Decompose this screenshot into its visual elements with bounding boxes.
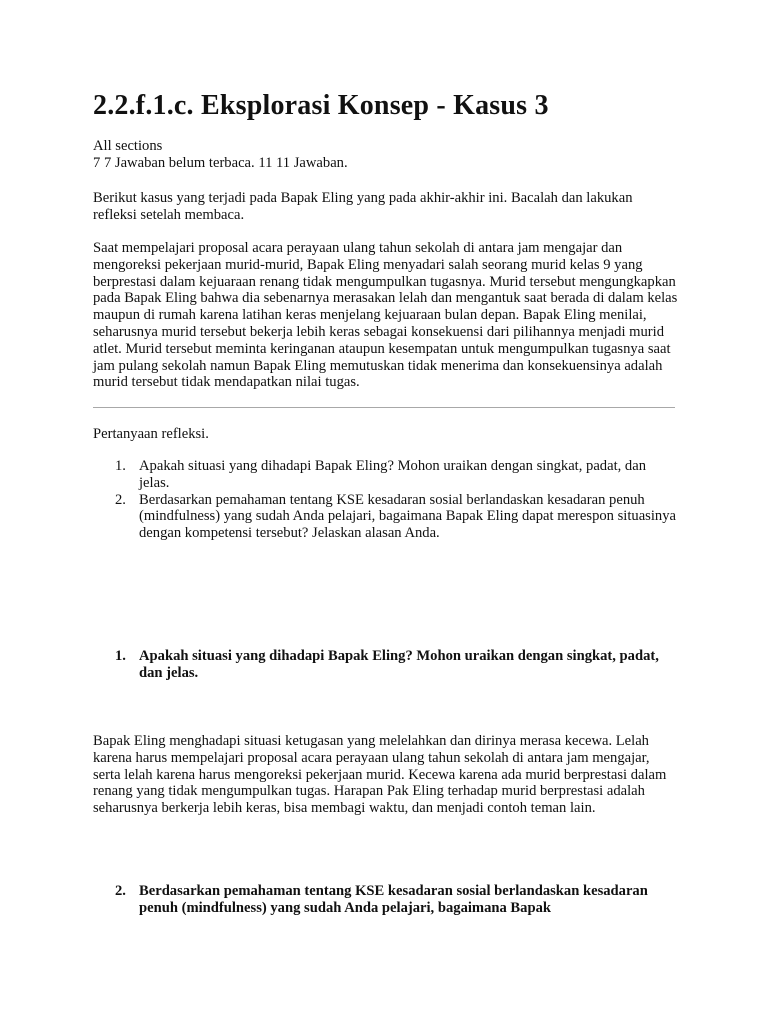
answer-1-paragraph: Bapak Eling menghadapi situasi ketugasan yang melelahkan dan dirinya merasa kecewa. Lelah karena harus mempelajari proposal acara perayaan ulang tahun sekolah di antara jam mengajar, serta lelah karena harus mengoreksi pekerjaan murid. Kecewa karena ada murid berprestasi dalam renang yang tidak mengumpulkan tugas. Harapan Pak Eling terhadap murid berprestasi adalah seharusnya berkerja lebih keras, bisa membagi waktu, dan menjadi contoh teman lain. (93, 733, 667, 817)
case-paragraph: Saat mempelajari proposal acara perayaan ulang tahun sekolah di antara jam mengajar dan mengoreksi pekerjaan murid-murid, Bapak Eling menyadari salah seorang murid kelas 9 yang berprestasi dalam kejuaraan renang tidak mengumpulkan tugasnya. Murid tersebut mengungkapkan pada Bapak Eling bahwa dia sebenarnya merasakan lelah dan mengantuk saat berada di dalam kelas maupun di rumah karena latihan keras menjelang kejuaraan bulan depan. Bapak Eling menilai, seharusnya murid tersebut bekerja lebih keras sebagai konsekuensi dari pilihannya menjadi murid atlet. Murid tersebut meminta keringanan ataupun kesempatan untuk mengumpulkan tugasnya saat jam pulang sekolah namun Bapak Eling memutuskan tidak menerima dan konsekuensinya adalah murid tersebut tidak mendapatkan nilai tugas. (93, 240, 678, 391)
all-sections-label: All sections (93, 138, 163, 154)
list-item (93, 458, 679, 492)
list-item (93, 492, 679, 542)
page-title: 2.2.f.1.c. Eksplorasi Konsep - Kasus 3 (93, 90, 549, 121)
list-item (93, 648, 679, 682)
list-number: 2. (115, 491, 126, 508)
question-heading: Apakah situasi yang dihadapi Bapak Eling? Mohon uraikan dengan singkat, padat, dan jelas. (139, 648, 659, 681)
horizontal-divider (93, 407, 675, 408)
answer-question-2 (93, 883, 679, 917)
list-item (93, 883, 679, 917)
answer-question-1 (93, 648, 679, 682)
section-meta (93, 138, 679, 172)
question-text: Berdasarkan pemahaman tentang KSE kesadaran sosial berlandaskan kesadaran penuh (mindfulness) yang sudah Anda pelajari, bagaimana Bapak Eling dapat merespon situasinya dengan kompetensi tersebut? Jelaskan alasan Anda. (139, 491, 676, 542)
question-text: Apakah situasi yang dihadapi Bapak Eling? Mohon uraikan dengan singkat, padat, dan jelas. (139, 458, 647, 491)
question-heading: Berdasarkan pemahaman tentang KSE kesadaran sosial berlandaskan kesadaran penuh (mindfulness) yang sudah Anda pelajari, bagaimana Bapak (139, 883, 648, 916)
answers-count-text: 7 7 Jawaban belum terbaca. 11 11 Jawaban. (93, 154, 348, 171)
list-number: 2. (115, 883, 126, 899)
list-number: 1. (115, 458, 126, 474)
reflection-prompt: Pertanyaan refleksi. (93, 426, 209, 442)
list-number: 1. (115, 648, 126, 664)
question-list (93, 458, 679, 542)
intro-paragraph: Berikut kasus yang terjadi pada Bapak Eling yang pada akhir-akhir ini. Bacalah dan lakukan refleksi setelah membaca. (93, 190, 633, 223)
